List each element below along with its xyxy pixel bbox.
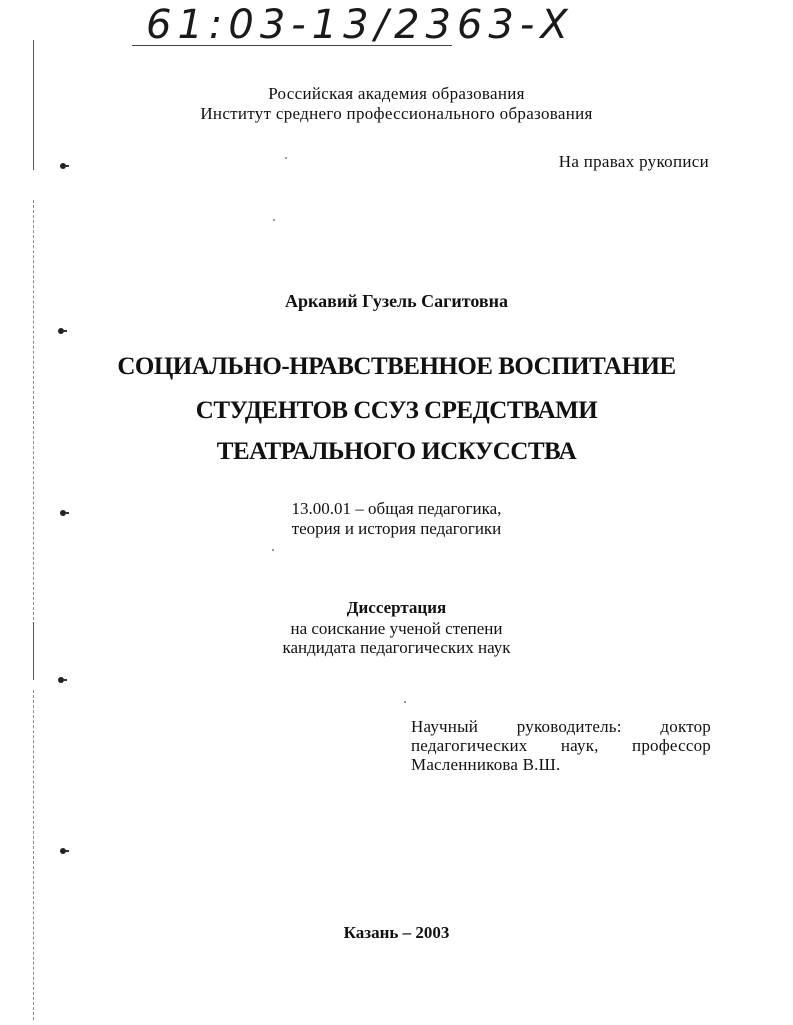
supervisor-word: профессор	[632, 736, 711, 755]
specialty-line-2: теория и история педагогики	[291, 519, 502, 538]
supervisor-word: педагогических	[411, 736, 528, 755]
punch-mark	[60, 163, 66, 169]
archive-code-handwritten: 61:03-13/2363-Х	[146, 2, 574, 48]
punch-mark	[58, 328, 64, 334]
supervisor-line-1	[411, 717, 711, 736]
city-year: Казань – 2003	[343, 923, 450, 942]
scan-speck	[273, 219, 275, 221]
supervisor-line-3: Масленникова В.Ш.	[411, 755, 561, 774]
supervisor-word: руководитель:	[516, 717, 622, 736]
specialty-line-1: 13.00.01 – общая педагогика,	[291, 499, 502, 518]
punch-mark	[60, 510, 66, 516]
scan-margin-line	[33, 200, 34, 620]
author-name: Аркавий Гузель Сагитовна	[285, 291, 508, 311]
scan-speck	[272, 549, 274, 551]
scan-margin-line	[33, 40, 34, 170]
punch-mark	[58, 677, 64, 683]
dissertation-heading: Диссертация	[346, 598, 447, 617]
punch-mark	[60, 848, 66, 854]
supervisor-word: Научный	[411, 717, 479, 736]
supervisor-word: доктор	[660, 717, 711, 736]
archive-code-underline	[132, 45, 452, 46]
supervisor-block	[411, 717, 711, 774]
scan-margin-line	[33, 622, 34, 680]
institution-line-2: Институт среднего профессионального образования	[200, 104, 593, 123]
dissertation-line-2: кандидата педагогических наук	[282, 638, 511, 657]
scan-speck	[285, 157, 287, 159]
dissertation-line-1: на соискание ученой степени	[290, 619, 503, 638]
supervisor-line-2	[411, 736, 711, 755]
supervisor-word: наук,	[560, 736, 599, 755]
institution-line-1: Российская академия образования	[268, 84, 525, 103]
scan-margin-line	[33, 690, 34, 1020]
manuscript-rights-note: На правах рукописи	[558, 152, 709, 171]
title-line-3: ТЕАТРАЛЬНОГО ИСКУССТВА	[216, 438, 577, 465]
scan-speck	[404, 701, 406, 703]
title-line-2: СТУДЕНТОВ ССУЗ СРЕДСТВАМИ	[195, 397, 598, 424]
title-line-1: СОЦИАЛЬНО-НРАВСТВЕННОЕ ВОСПИТАНИЕ	[117, 353, 676, 380]
